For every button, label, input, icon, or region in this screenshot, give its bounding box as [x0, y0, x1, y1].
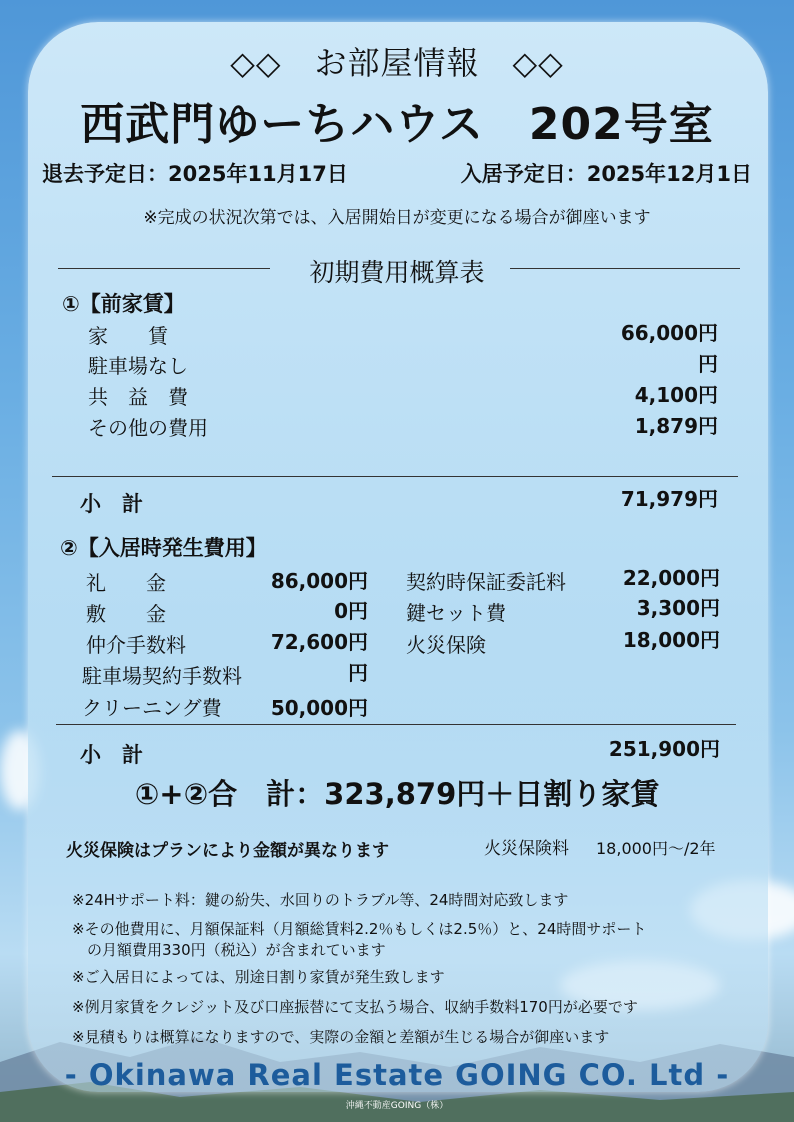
divider	[52, 476, 738, 477]
item-label: 駐車場契約手数料	[82, 664, 242, 688]
subtotal-label: 小 計	[80, 492, 143, 516]
item-value: 円	[348, 661, 368, 685]
move-out-date: 退去予定日：2025年11月17日	[42, 162, 348, 186]
item-label: 家 賃	[88, 324, 168, 348]
item-value: 66,000円	[620, 321, 718, 345]
item-label: 鍵セット費	[406, 601, 506, 625]
item-label: クリーニング費	[82, 696, 222, 720]
subtotal-value: 251,900円	[608, 737, 720, 761]
company-name-jp: 沖縄不動産GOING（株）	[345, 1101, 449, 1111]
item-value: 0円	[334, 599, 368, 623]
move-in-section-heading: ②【入居時発生費用】	[60, 536, 267, 560]
property-name: 西武門ゆーちハウス 202号室	[80, 99, 714, 150]
item-label: 火災保険	[406, 633, 486, 657]
item-label: 仲介手数料	[86, 633, 186, 657]
insurance-fee-value: 18,000円～/2年	[596, 839, 716, 858]
item-value: 円	[698, 352, 718, 376]
item-label: その他の費用	[88, 416, 208, 440]
item-label: 駐車場なし	[88, 354, 188, 378]
item-value: 1,879円	[634, 414, 718, 438]
insurance-note: 火災保険はプランにより金額が異なります	[66, 841, 389, 861]
note-line: ※24Hサポート料：鍵の紛失、水回りのトラブル等、24時間対応致します	[72, 891, 569, 909]
schedule-notice: ※完成の状況次第では、入居開始日が変更になる場合が御座います	[143, 208, 651, 228]
note-line: ※例月家賃をクレジット及び口座振替にて支払う場合、収納手数料170円が必要です	[72, 998, 638, 1016]
subtotal-label: 小 計	[80, 743, 143, 767]
item-value: 22,000円	[622, 566, 720, 590]
insurance-fee-label: 火災保険料	[484, 839, 569, 859]
page-heading: ◇◇ お部屋情報 ◇◇	[230, 44, 564, 82]
company-name: - Okinawa Real Estate GOING CO. Ltd -	[64, 1058, 730, 1092]
divider	[56, 724, 736, 725]
item-label: 契約時保証委託料	[406, 570, 566, 594]
item-value: 18,000円	[622, 628, 720, 652]
estimate-title: 初期費用概算表	[309, 258, 485, 287]
item-value: 72,600円	[270, 630, 368, 654]
item-value: 3,300円	[636, 596, 720, 620]
item-label: 敷 金	[86, 602, 166, 626]
subtotal-value: 71,979円	[620, 487, 718, 511]
item-label: 礼 金	[86, 571, 166, 595]
item-value: 4,100円	[634, 383, 718, 407]
note-line: ※見積もりは概算になりますので、実際の金額と差額が生じる場合が御座います	[72, 1028, 610, 1046]
note-line: ※ご入居日によっては、別途日割り家賃が発生致します	[72, 968, 445, 986]
rent-section-heading: ①【前家賃】	[62, 292, 185, 316]
note-line: ※その他費用に、月額保証料（月額総賃料2.2％もしくは2.5％）と、24時間サポート	[72, 920, 647, 938]
item-value: 50,000円	[270, 696, 368, 720]
item-value: 86,000円	[270, 569, 368, 593]
item-label: 共 益 費	[88, 385, 188, 409]
move-in-date: 入居予定日：2025年12月1日	[460, 162, 752, 186]
note-line: の月額費用330円（税込）が含まれています	[72, 941, 386, 959]
grand-total: ①+②合 計：323,879円＋日割り家賃	[134, 777, 660, 811]
